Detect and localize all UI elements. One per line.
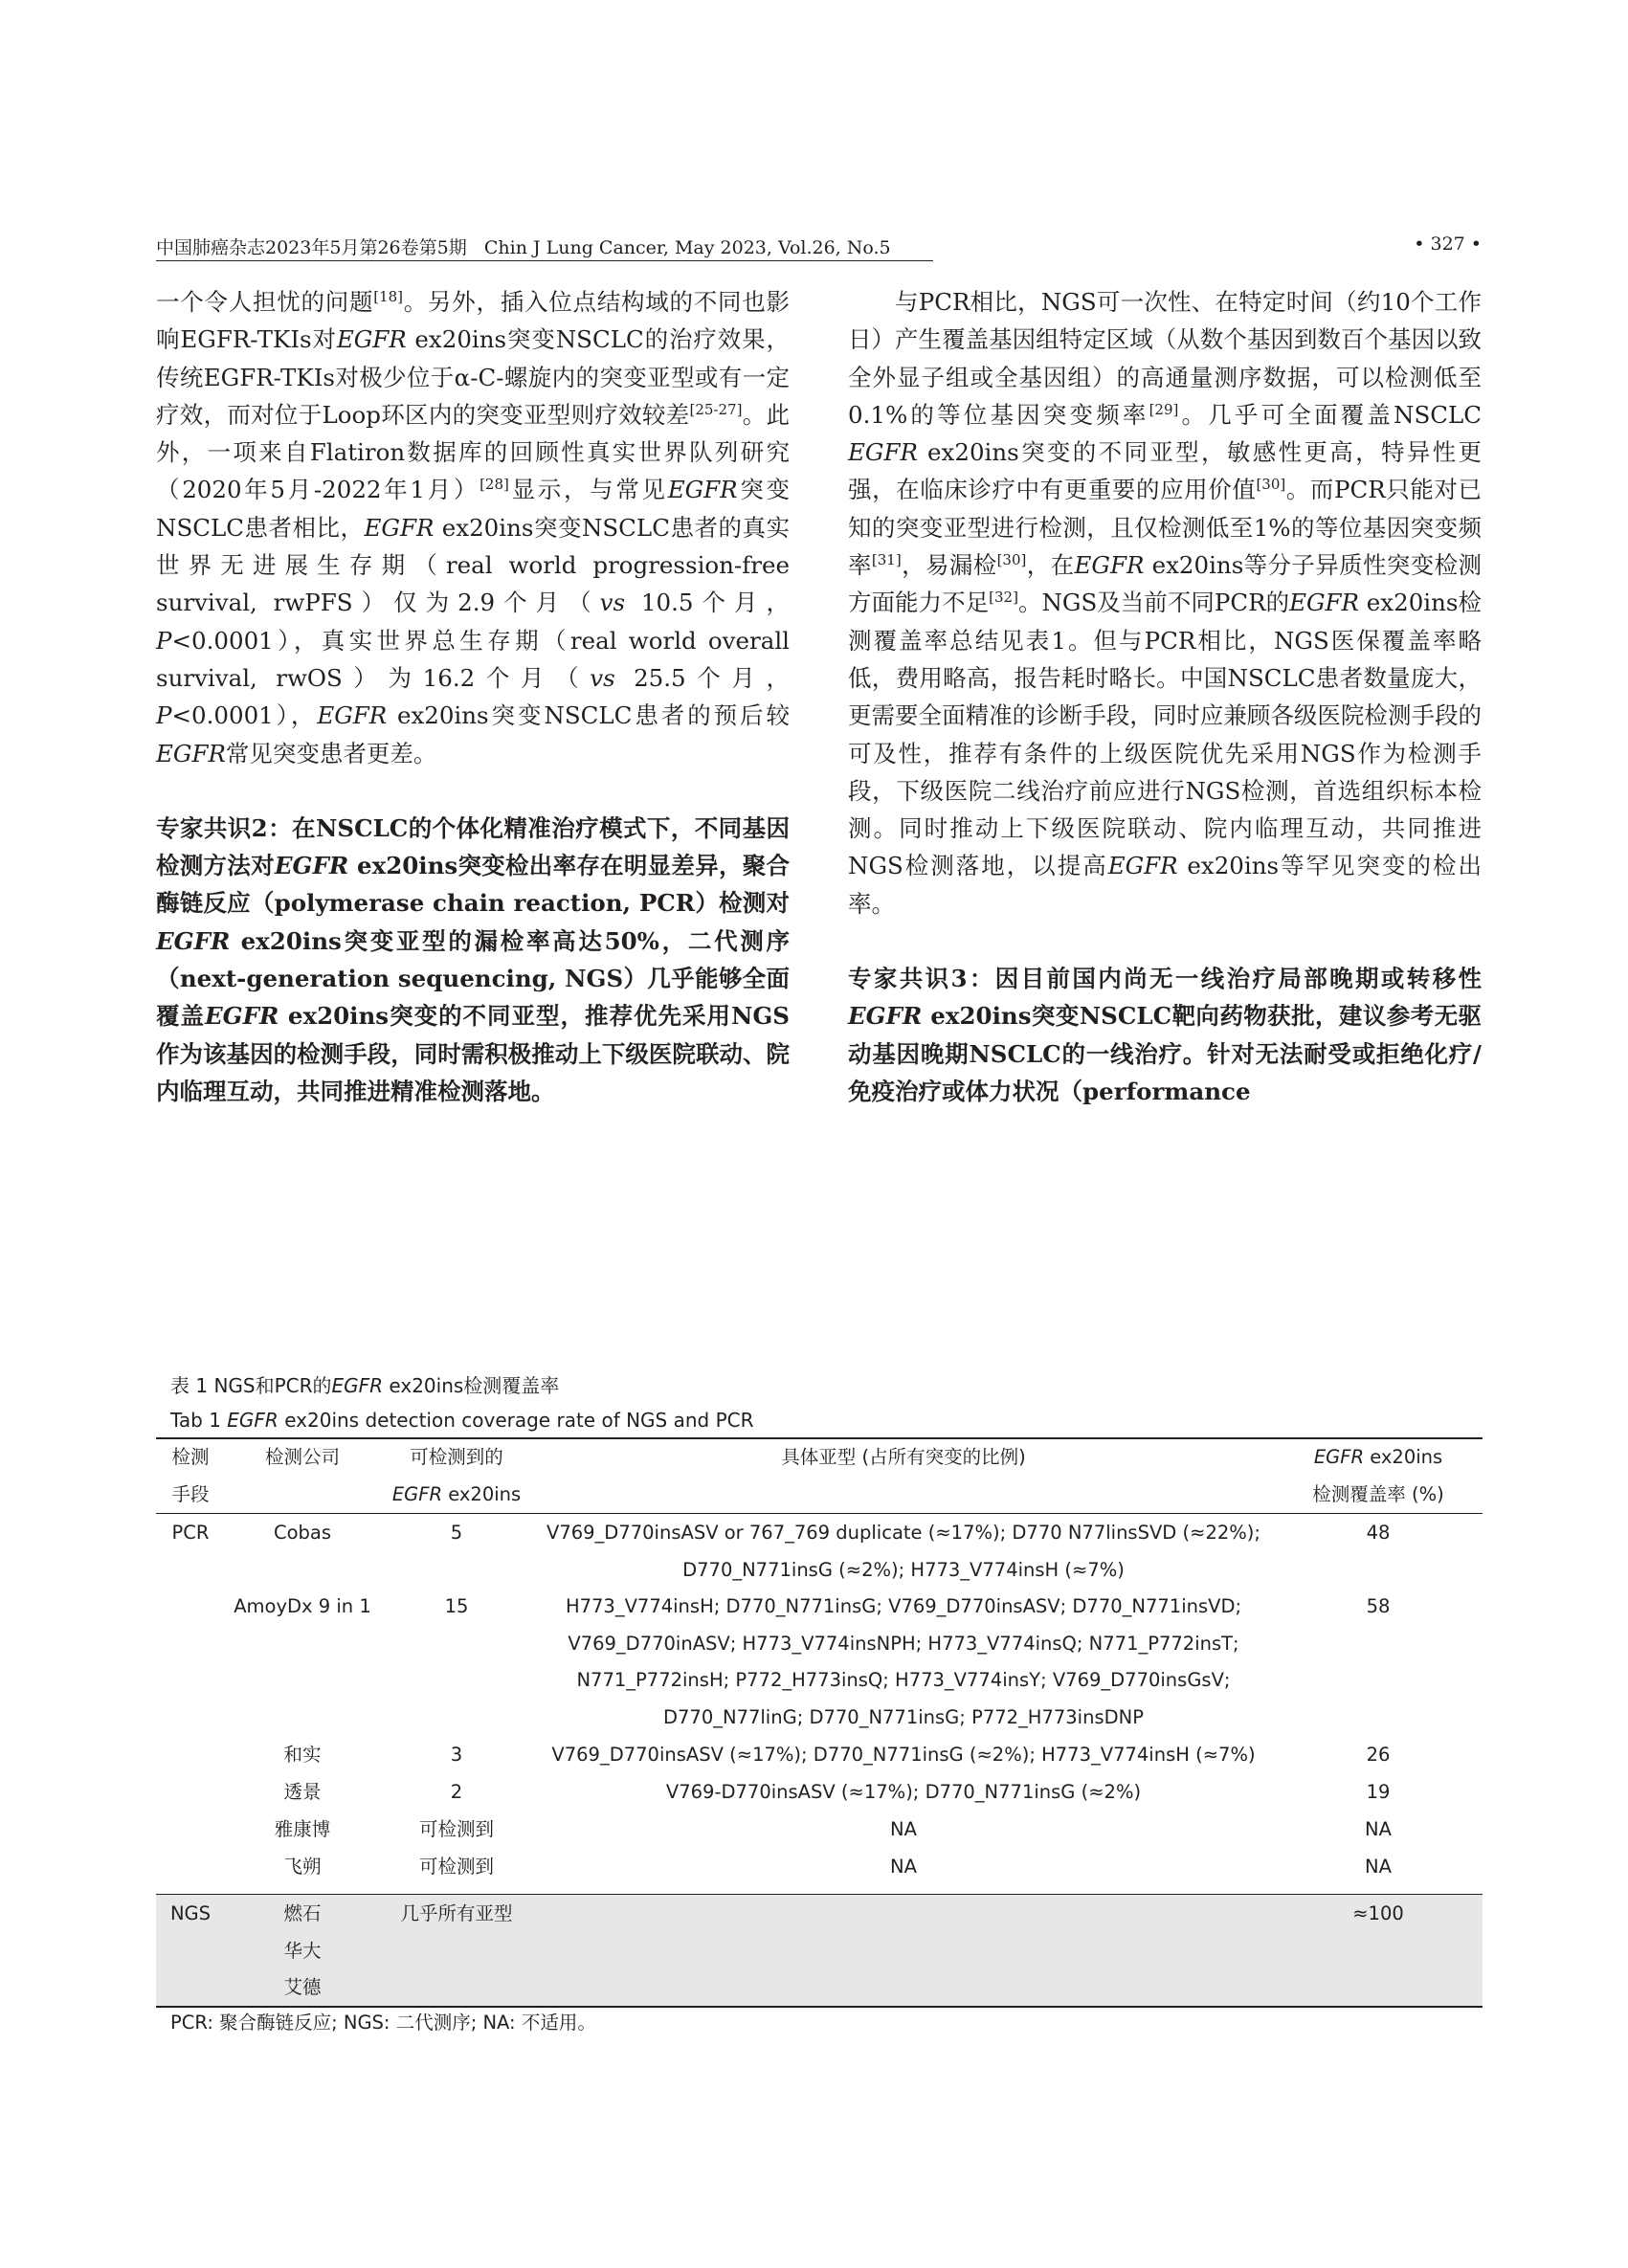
cell-detectable: 几乎所有亚型	[400, 1902, 513, 1924]
left-column	[156, 283, 790, 1110]
italic-term: EGFR	[848, 1002, 923, 1031]
text-run: ex20ins检测覆盖率	[383, 1374, 560, 1397]
running-header	[156, 233, 1482, 262]
cell-detectable: 15	[444, 1595, 469, 1617]
citation-ref: [32]	[989, 589, 1018, 607]
italic-term: EGFR	[205, 1002, 279, 1031]
cell-subtypes: V769_D770insASV or 767_769 duplicate (≈17%); D770 N77linsSVD (≈22%); D770_N771insG (≈2%); H773_V774insH (≈7%)	[546, 1522, 1260, 1581]
text-run: ，在	[1026, 551, 1075, 580]
cell-coverage: 26	[1366, 1744, 1391, 1766]
text-run: ex20ins突变NSCLC的治疗效果，传统EGFR-TKIs对极少位于α-C-螺旋内的突变亚型或有一定疗效，而对位于Loop环区内的突变亚型则疗效较差	[156, 325, 790, 429]
cell-coverage: 58	[1366, 1595, 1391, 1617]
italic-term: EGFR	[848, 438, 918, 467]
italic-term: P	[156, 701, 172, 730]
page-number: • 327 •	[1414, 233, 1482, 255]
cell-detectable: 可检测到	[418, 1818, 494, 1840]
section-rule	[156, 1894, 1483, 1895]
cell-subtypes: NA	[890, 1818, 917, 1840]
cell-coverage: NA	[1365, 1856, 1392, 1878]
cell-detectable: 2	[450, 1781, 463, 1803]
journal-citation	[156, 233, 891, 259]
italic-term: EGFR	[1074, 551, 1145, 580]
expert-consensus-3	[848, 960, 1482, 1110]
italic-term: EGFR	[156, 739, 226, 767]
text-run: 10.5个月，	[625, 589, 790, 617]
header-subtypes: 具体亚型 (占所有突变的比例)	[781, 1446, 1026, 1468]
citation-ref: [30]	[996, 550, 1027, 568]
header-method: 检测 手段	[171, 1446, 210, 1505]
paragraph-continuation	[156, 283, 790, 772]
journal-title-cn: 中国肺癌杂志2023年5月第26卷第5期	[156, 237, 467, 258]
cell-subtypes: V769_D770insASV (≈17%); D770_N771insG (≈2%); H773_V774insH (≈7%)	[551, 1744, 1256, 1766]
cell-coverage: ≈100	[1352, 1902, 1404, 1924]
text-run: ex20ins突变NSCLC靶向药物获批，建议参考无驱动基因晚期NSCLC的一线治疗。针对无法耐受或拒绝化疗/免疫治疗或体力状况（performance	[848, 1002, 1482, 1105]
italic-term: EGFR	[667, 476, 738, 504]
text-run: ex20ins detection coverage rate of NGS and PCR	[278, 1409, 754, 1432]
text-run: ，易漏检	[901, 551, 997, 580]
right-column	[848, 283, 1482, 1110]
italic-term: EGFR	[156, 926, 231, 955]
italic-term: EGFR	[1107, 852, 1178, 880]
cell-coverage: 19	[1366, 1781, 1391, 1803]
citation-ref: [31]	[871, 550, 902, 568]
text-run: ex20ins突变NSCLC患者的真实世界无进展生存期（real world progression-free survival, rwPFS）仅为2.9个月（	[156, 513, 790, 617]
cell-subtypes: H773_V774insH; D770_N771insG; V769_D770insASV; D770_N771insVD; V769_D770inASV; H773_V774insNPH; H773_V774insQ; N771_P772insT; N771_P772insH; P772_H773insQ; H773_V774insY; V769_D770insGsV; D770_N77linG; D770_N771insG; P772_H773insDNP	[565, 1595, 1242, 1728]
text-run: 表 1 NGS和PCR的	[170, 1374, 332, 1397]
table-caption-cn	[170, 1370, 559, 1398]
text-run: <0.0001），	[171, 701, 318, 730]
text-run: 。此外，一项来自Flatiron数据库的回顾性真实世界队列研究（2020年5月-2022年1月）	[156, 400, 791, 504]
text-run: Tab 1	[170, 1409, 228, 1432]
header-company: 检测公司	[264, 1446, 340, 1468]
text-run: 专家共识2：在NSCLC的个体化精准治疗模式下，不同基因检测方法对	[156, 813, 790, 880]
cell-detectable: 可检测到	[418, 1856, 494, 1878]
citation-ref: [28]	[479, 476, 509, 494]
cell-coverage: NA	[1365, 1818, 1392, 1840]
header-detectable: 可检测到的 EGFR ex20ins	[380, 1439, 533, 1513]
header-rule	[156, 260, 933, 261]
cell-company: 透景	[283, 1781, 322, 1803]
text-run: 一个令人担忧的问题	[156, 288, 374, 316]
cell-method: NGS	[169, 1902, 212, 1924]
text-run: 。NGS及当前不同PCR的	[1017, 589, 1290, 617]
italic-term: vs	[590, 663, 615, 692]
header-detectable-gene: EGFR ex20ins	[391, 1482, 522, 1505]
italic-term: EGFR	[317, 701, 388, 730]
text-run: ex20ins突变的不同亚型，推荐优先采用NGS作为该基因的检测手段，同时需积极推动上下级医院联动、院内临理互动，共同推进精准检测落地。	[156, 1002, 791, 1105]
text-run: 。另外，插入位点结构域的不同也影响EGFR-TKIs对	[156, 288, 790, 354]
cell-method: PCR	[171, 1522, 210, 1544]
text-run: ex20ins突变的不同亚型，敏感性更高，特异性更强，在临床诊疗中有更重要的应用价值	[848, 438, 1482, 504]
text-run: <0.0001），真实世界总生存期（real world overall survival, rwOS）为16.2个月（	[156, 626, 790, 692]
table-footnote: PCR: 聚合酶链反应; NGS: 二代测序; NA: 不适用。	[170, 2012, 596, 2034]
text-run: 25.5个月，	[614, 663, 791, 692]
text-run: 常见突变患者更差。	[225, 739, 437, 767]
citation-ref: [30]	[1256, 476, 1286, 494]
italic-term: EGFR	[227, 1409, 279, 1432]
italic-term: EGFR	[364, 513, 435, 542]
italic-term: EGFR	[336, 325, 407, 354]
cell-subtypes: V769-D770insASV (≈17%); D770_N771insG (≈2%)	[665, 1781, 1142, 1803]
citation-ref: [25-27]	[689, 400, 743, 418]
cell-company: 飞朔	[283, 1856, 322, 1878]
text-run: ex20ins突变检出率存在明显差异，聚合酶链反应（polymerase chain reaction, PCR）检测对	[156, 852, 791, 918]
text-run: ex20ins等罕见突变的检出率。	[848, 852, 1483, 918]
text-run: 。而PCR只能对已知的突变亚型进行检测，且仅检测低至1%的等位基因突变频率	[848, 476, 1482, 580]
header-coverage: EGFR ex20ins 检测覆盖率 (%)	[1274, 1439, 1483, 1513]
cell-subtypes: NA	[890, 1856, 917, 1878]
italic-term: EGFR	[331, 1374, 384, 1397]
header-bottom-rule	[156, 1513, 1483, 1514]
cell-company: Cobas	[273, 1522, 332, 1544]
cell-coverage: 48	[1366, 1522, 1391, 1544]
text-run: 与PCR相比，NGS可一次性、在特定时间（约10个工作日）产生覆盖基因组特定区域（从数个基因到数百个基因以致全外显子组或全基因组）的高通量测序数据，可以检测低至0.1%的等位基因突变频率	[848, 288, 1482, 429]
text-run: 突变NSCLC患者相比，	[156, 476, 791, 542]
header-coverage-gene: EGFR ex20ins	[1313, 1446, 1443, 1468]
cell-detectable: 3	[450, 1744, 463, 1766]
italic-term: EGFR	[1289, 589, 1359, 617]
cell-company: 和实	[283, 1744, 322, 1766]
cell-company: 雅康博	[274, 1818, 331, 1840]
italic-term: P	[156, 626, 172, 655]
cell-company: AmoyDx 9 in 1	[234, 1595, 371, 1617]
paragraph-ngs-vs-pcr	[848, 283, 1482, 923]
table-caption-en	[170, 1409, 754, 1432]
cell-detectable: 5	[450, 1522, 463, 1544]
text-run: 专家共识3：因目前国内尚无一线治疗局部晚期或转移性	[848, 965, 1482, 993]
text-run: 显示，与常见	[508, 476, 668, 504]
italic-term: EGFR	[274, 852, 349, 880]
citation-ref: [29]	[1149, 400, 1179, 418]
expert-consensus-2	[156, 810, 790, 1110]
cell-company: 燃石 华大 艾德	[283, 1902, 322, 1998]
text-run: ex20ins突变NSCLC患者的预后较	[387, 701, 790, 730]
journal-title-en: Chin J Lung Cancer, May 2023, Vol.26, No.5	[483, 237, 891, 258]
text-run: ex20ins检测覆盖率总结见表1。但与PCR相比，NGS医保覆盖率略低，费用略高，报告耗时略长。中国NSCLC患者数量庞大，更需要全面精准的诊断手段，同时应兼顾各级医院检测手段的可及性，推荐有条件的上级医院优先采用NGS作为检测手段，下级医院二线治疗前应进行NGS检测，首选组织标本检测。同时推动上下级医院联动、院内临理互动，共同推进NGS检测落地，以提高	[848, 589, 1483, 880]
text-run: ex20ins突变亚型的漏检率高达50%，二代测序（next-generation sequencing, NGS）几乎能够全面覆盖	[156, 926, 790, 1031]
italic-term: vs	[599, 589, 626, 617]
text-run: 。几乎可全面覆盖NSCLC	[1178, 400, 1482, 429]
text-run: ex20ins等分子异质性突变检测方面能力不足	[848, 551, 1483, 617]
citation-ref: [18]	[373, 287, 404, 305]
